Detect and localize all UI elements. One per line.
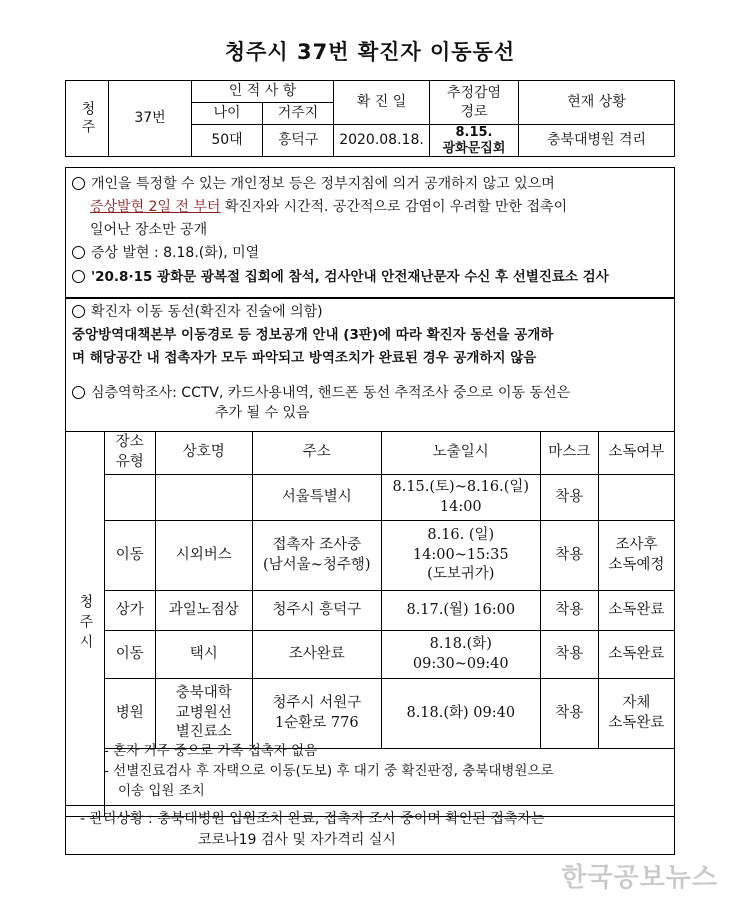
note-transfer-line1: - 선별진료검사 후 자택으로 이동(도보) 후 대기 중 확진판정, 충북대병원으로 — [104, 763, 554, 779]
note-transfer-line2: 이송 입원 조치 — [118, 783, 205, 799]
time-cell: 8.17.(월) 16:00 — [381, 591, 540, 631]
personal-info-header: 인 적 사 항 — [192, 81, 334, 103]
name-header: 상호명 — [155, 432, 252, 475]
region-cell: 청주 — [66, 81, 109, 157]
type-cell: 병원 — [104, 679, 155, 749]
mask-cell: 착용 — [540, 521, 598, 591]
watermark: 한국공보뉴스 — [561, 863, 718, 893]
name-cell: 시외버스 — [155, 521, 252, 591]
disinfect-cell — [598, 475, 674, 521]
address-cell: 서울특별시 — [252, 475, 381, 521]
survey-line2: 추가 될 수 있음 — [215, 405, 310, 421]
type-cell: 이동 — [104, 631, 155, 679]
disinfect-cell: 자체 소독완료 — [598, 679, 674, 749]
mask-cell: 착용 — [540, 475, 598, 521]
survey-line1: 심층역학조사: CCTV, 카드사용내역, 핸드폰 동선 추적조사 중으로 이동 동선은 — [72, 384, 570, 403]
table-row — [66, 679, 675, 749]
mask-cell: 착용 — [540, 679, 598, 749]
circle-bullet-icon — [72, 246, 85, 259]
source-value: 8.15. 광화문집회 — [430, 125, 519, 157]
case-number: 37번 — [109, 81, 192, 157]
type-cell: 상가 — [104, 591, 155, 631]
disinfect-cell: 소독완료 — [598, 631, 674, 679]
table-row — [66, 631, 675, 679]
mask-cell: 착용 — [540, 591, 598, 631]
name-cell: 택시 — [155, 631, 252, 679]
disinfect-header: 소독여부 — [598, 432, 674, 475]
management-line2: 코로나19 검사 및 자가격리 실시 — [198, 832, 396, 848]
history-line: '20.8·15 광화문 광복절 집회에 참석, 검사안내 안전재난문자 수신 후 선별진료소 검사 — [72, 268, 609, 286]
time-cell: 8.16. (일) 14:00~15:35 (도보귀가) — [381, 521, 540, 591]
type-cell: 이동 — [104, 521, 155, 591]
name-cell: 충북대학 교병원선 별진료소 — [155, 679, 252, 749]
case-summary-table — [65, 80, 675, 157]
city-label-cell: 청주시 — [66, 432, 105, 817]
time-cell: 8.15.(토)~8.16.(일) 14:00 — [381, 475, 540, 521]
time-cell: 8.18.(화) 09:30~09:40 — [381, 631, 540, 679]
mask-header: 마스크 — [540, 432, 598, 475]
address-cell: 접촉자 조사중 (남서울~청주행) — [252, 521, 381, 591]
notice-line1: 개인을 특정할 수 있는 개인정보 등은 정부지침에 의거 공개하지 않고 있으며 — [72, 175, 555, 194]
status-header: 현재 상황 — [519, 81, 675, 125]
age-header: 나이 — [192, 103, 263, 125]
page-title: 청주시 37번 확진자 이동동선 — [224, 40, 516, 64]
status-value: 충북대병원 격리 — [519, 125, 675, 157]
address-header: 주소 — [252, 432, 381, 475]
address-cell: 조사완료 — [252, 631, 381, 679]
table-row — [66, 591, 675, 631]
address-cell: 청주시 서원구 1순환로 776 — [252, 679, 381, 749]
type-header: 장소 유형 — [104, 432, 155, 475]
mask-cell: 착용 — [540, 631, 598, 679]
residence-value: 흥덕구 — [263, 125, 334, 157]
residence-header: 거주지 — [263, 103, 334, 125]
circle-bullet-icon — [72, 177, 85, 190]
management-line1: - 관리상황 : 충북대병원 입원조치 완료, 접촉자 조사 중이며 확인된 접촉자는 — [80, 811, 545, 827]
name-cell — [155, 475, 252, 521]
disinfect-cell: 소독완료 — [598, 591, 674, 631]
circle-bullet-icon — [72, 386, 85, 399]
table-row — [66, 475, 675, 521]
symptom-line: 증상 발현 : 8.18.(화), 미열 — [72, 244, 259, 263]
note-no-family: - 혼자 거주 중으로 가족 접촉자 없음 — [104, 743, 318, 759]
disinfect-cell: 조사후 소독예정 — [598, 521, 674, 591]
exposure-header: 노출일시 — [381, 432, 540, 475]
route-header: 확진자 이동 동선(확진자 진술에 의함) — [72, 303, 323, 322]
circle-bullet-icon — [72, 305, 85, 318]
circle-bullet-icon — [72, 270, 85, 283]
type-cell — [104, 475, 155, 521]
policy-line1: 중앙방역대책본부 이동경로 등 정보공개 안내 (3판)에 따라 확진자 동선을 공개하 — [72, 327, 554, 343]
time-cell: 8.18.(화) 09:40 — [381, 679, 540, 749]
confirm-date-value: 2020.08.18. — [334, 125, 430, 157]
table-row — [66, 521, 675, 591]
confirm-date-header: 확 진 일 — [334, 81, 430, 125]
name-cell: 과일노점상 — [155, 591, 252, 631]
age-value: 50대 — [192, 125, 263, 157]
address-cell: 청주시 흥덕구 — [252, 591, 381, 631]
notice-line2: 증상발현 2일 전 부터 확진자와 시간적. 공간적으로 감염이 우려할 만한 접촉이 — [90, 199, 568, 215]
notice-line3: 일어난 장소만 공개 — [90, 222, 208, 238]
policy-line2: 며 해당공간 내 접촉자가 모두 파악되고 방역조치가 완료된 경우 공개하지 않음 — [72, 350, 537, 366]
source-header: 추정감염 경로 — [430, 81, 519, 125]
